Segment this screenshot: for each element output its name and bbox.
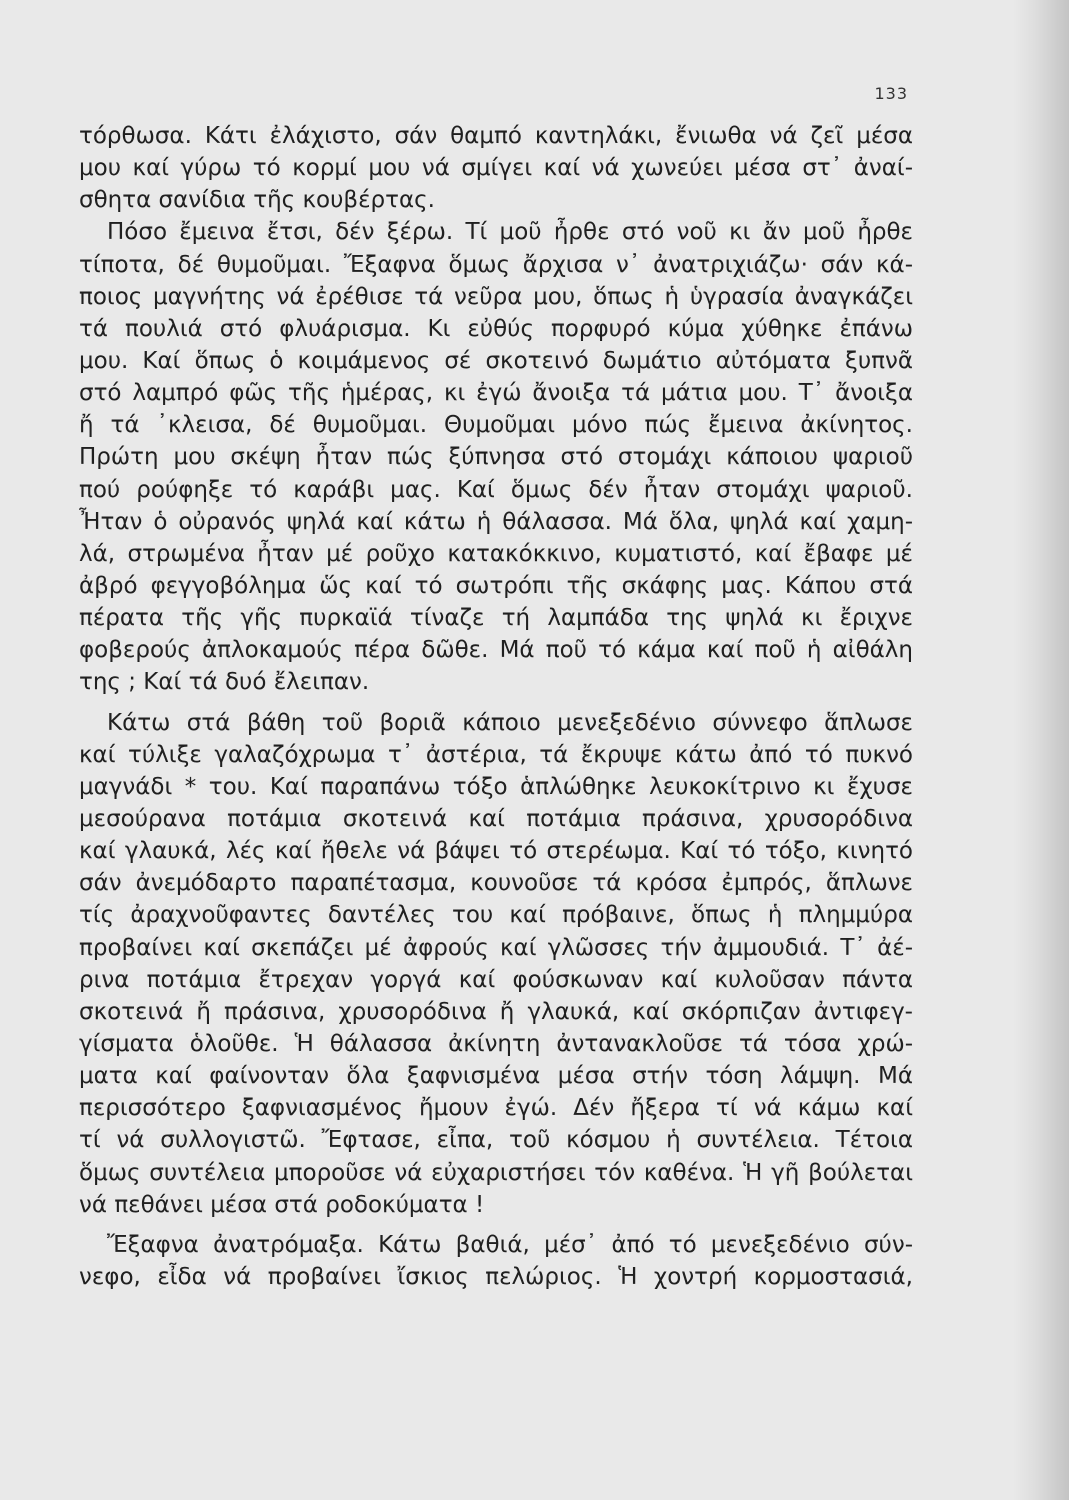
text-line: της ; Καί τά δυό ἔλειπαν. [79,669,370,696]
text-line: λά, στρωμένα ἦταν μέ ροῦχο κατακόκκινο, κυματιστό, καί ἔβαφε μέ [79,540,913,567]
paragraph-2 [79,216,913,698]
text-line: ματα καί φαίνονταν ὅλα ξαφνισμένα μέσα στήν τόση λάμψη. Μά [79,1063,913,1090]
text-line: μεσούρανα ποτάμια σκοτεινά καί ποτάμια πράσινα, χρυσορόδινα [79,805,913,832]
text-line: σκοτεινά ἤ πράσινα, χρυσορόδινα ἤ γλαυκά, καί σκόρπιζαν ἀντιφεγ- [79,998,913,1025]
paragraph-3 [79,707,913,1221]
text-line: ρινα ποτάμια ἔτρεχαν γοργά καί φούσκωναν καί κυλοῦσαν πάντα [79,966,913,993]
text-line: περισσότερο ξαφνιασμένος ἤμουν ἐγώ. Δέν ἤξερα τί νά κάμω καί [79,1095,913,1122]
body-text [79,120,913,1293]
text-line: Ἔξαφνα ἀνατρόμαξα. Κάτω βαθιά, μέσ᾽ ἀπό τό μενεξεδένιο σύν- [107,1231,913,1258]
text-line: τίποτα, δέ θυμοῦμαι. Ἔξαφνα ὅμως ἄρχισα ν᾽ ἀνατριχιάζω· σάν κά- [79,251,913,278]
paragraph-gap [79,1221,913,1229]
text-line: Ἦταν ὁ οὐρανός ψηλά καί κάτω ἡ θάλασσα. Μά ὅλα, ψηλά καί χαμη- [79,508,913,535]
text-line: μου. Καί ὅπως ὁ κοιμάμενος σέ σκοτεινό δωμάτιο αὐτόματα ξυπνᾶ [79,347,913,374]
page-number: 133 [874,84,908,103]
paragraph-1 [79,120,913,216]
text-line: προβαίνει καί σκεπάζει μέ ἀφρούς καί γλῶσσες τήν ἀμμουδιά. Τ᾽ ἀέ- [79,934,913,961]
text-line: καί γλαυκά, λές καί ἤθελε νά βάψει τό στερέωμα. Καί τό τόξο, κινητό [79,838,913,865]
text-line: ποιος μαγνήτης νά ἐρέθισε τά νεῦρα μου, ὅπως ἡ ὑγρασία ἀναγκάζει [79,283,913,310]
text-line: τά πουλιά στό φλυάρισμα. Κι εὐθύς πορφυρό κύμα χύθηκε ἐπάνω [79,315,913,342]
text-line: σθητα σανίδια τῆς κουβέρτας. [79,187,435,214]
text-line: ὅμως συντέλεια μποροῦσε νά εὐχαριστήσει τόν καθένα. Ἡ γῆ βούλεται [79,1159,913,1186]
text-line: Πόσο ἔμεινα ἔτσι, δέν ξέρω. Τί μοῦ ἦρθε στό νοῦ κι ἄν μοῦ ἦρθε [107,219,913,246]
text-line: τί νά συλλογιστῶ. Ἔφτασε, εἶπα, τοῦ κόσμου ἡ συντέλεια. Τέτοια [79,1127,913,1154]
paragraph-4 [79,1229,913,1293]
text-line: Κάτω στά βάθη τοῦ βοριᾶ κάποιο μενεξεδένιο σύννεφο ἅπλωσε [107,709,913,736]
paragraph-gap [79,699,913,707]
text-line: ἤ τά ᾽κλεισα, δέ θυμοῦμαι. Θυμοῦμαι μόνο πώς ἔμεινα ἀκίνητος. [79,412,913,439]
text-line: σάν ἀνεμόδαρτο παραπέτασμα, κουνοῦσε τά κρόσα ἐμπρός, ἅπλωνε [79,870,913,897]
text-line: γίσματα ὁλοῦθε. Ἡ θάλασσα ἀκίνητη ἀντανακλοῦσε τά τόσα χρώ- [79,1030,913,1057]
text-line: φοβερούς ἀπλοκαμούς πέρα δῶθε. Μά ποῦ τό κάμα καί ποῦ ἡ αἰθάλη [79,637,913,664]
text-line: στό λαμπρό φῶς τῆς ἡμέρας, κι ἐγώ ἄνοιξα τά μάτια μου. Τ᾽ ἄνοιξα [79,380,913,407]
text-line: μου καί γύρω τό κορμί μου νά σμίγει καί νά χωνεύει μέσα στ᾽ ἀναί- [79,155,913,182]
text-line: τόρθωσα. Κάτι ἐλάχιστο, σάν θαμπό καντηλάκι, ἔνιωθα νά ζεῖ μέσα [79,123,913,149]
text-line: μαγνάδι * του. Καί παραπάνω τόξο ἁπλώθηκε λευκοκίτρινο κι ἔχυσε [79,773,913,800]
text-line: ἀβρό φεγγοβόλημα ὥς καί τό σωτρόπι τῆς σκάφης μας. Κάπου στά [79,572,913,599]
text-line: καί τύλιξε γαλαζόχρωμα τ᾽ ἀστέρια, τά ἔκρυψε κάτω ἀπό τό πυκνό [79,741,913,768]
text-line: νεφο, εἶδα νά προβαίνει ἴσκιος πελώριος. Ἡ χοντρή κορμοστασιά, [79,1263,913,1290]
spine-shadow [1013,0,1069,1500]
text-line: τίς ἀραχνοῦφαντες δαντέλες του καί πρόβαινε, ὅπως ἡ πλημμύρα [79,902,913,929]
text-line: νά πεθάνει μέσα στά ροδοκύματα ! [79,1191,485,1218]
text-line: πού ρούφηξε τό καράβι μας. Καί ὅμως δέν ἦταν στομάχι ψαριοῦ. [79,476,913,503]
text-line: πέρατα τῆς γῆς πυρκαϊά τίναζε τή λαμπάδα της ψηλά κι ἔριχνε [79,605,913,632]
text-line: Πρώτη μου σκέψη ἦταν πώς ξύπνησα στό στομάχι κάποιου ψαριοῦ [79,444,913,471]
